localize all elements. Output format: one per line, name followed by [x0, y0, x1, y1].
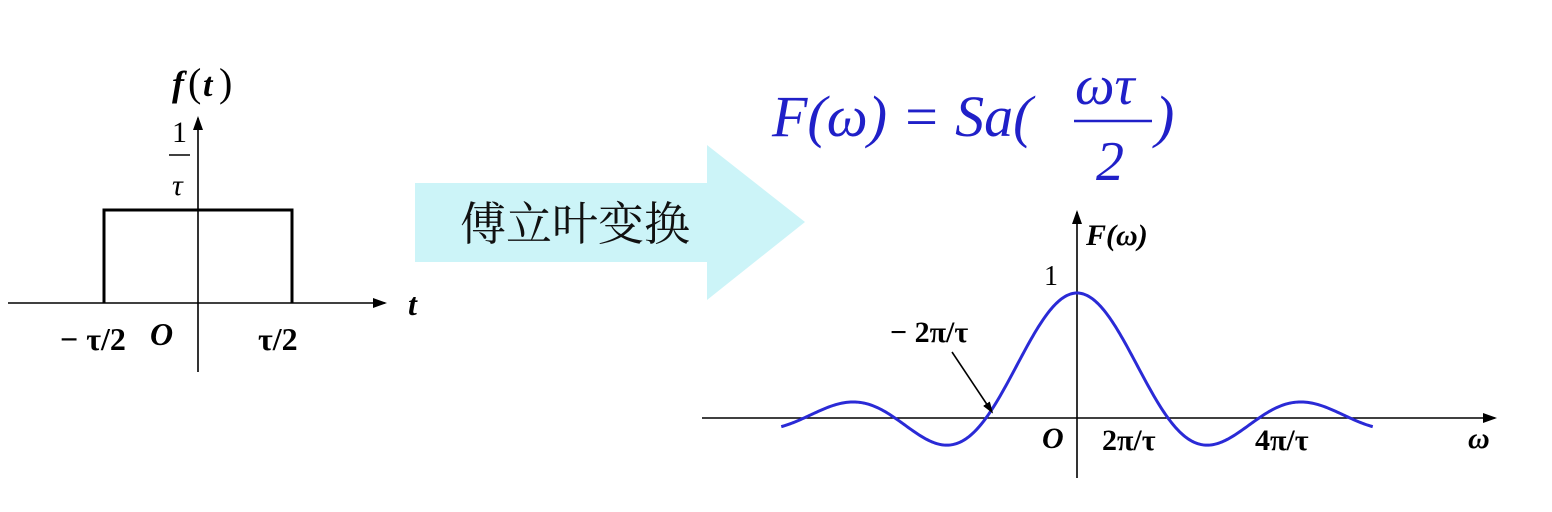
left-origin: O — [150, 316, 174, 352]
right-origin: O — [1042, 422, 1064, 455]
formula — [771, 55, 1174, 193]
left-pos-tick: τ/2 — [258, 321, 298, 357]
left-y-label-arg: t — [203, 67, 213, 104]
right-y-label: F(ω) — [1086, 219, 1148, 252]
annotation-neg-2pi: − 2π/τ — [890, 316, 969, 349]
formula-numerator: ωτ — [1075, 55, 1135, 117]
fourier-transform-arrow — [415, 145, 805, 300]
left-y-label-open-paren: ( — [188, 60, 202, 105]
formula-rhs: ) — [1155, 84, 1175, 149]
left-plot — [8, 60, 418, 372]
right-x-label: ω — [1468, 422, 1490, 455]
right-y-tick: 1 — [1044, 261, 1058, 292]
left-y-label-close-paren: ) — [219, 60, 233, 105]
tick-2pi-over-tau: 2π/τ — [1102, 424, 1156, 457]
formula-denominator: 2 — [1096, 131, 1124, 193]
left-x-label: t — [408, 286, 417, 322]
tick-4pi-over-tau: 4π/τ — [1255, 424, 1309, 457]
right-plot — [702, 212, 1495, 478]
left-y-tick-numerator: 1 — [172, 116, 187, 149]
arrow-label: 傅立叶变换 — [460, 197, 690, 251]
left-y-label-f: f — [172, 64, 184, 104]
formula-lhs: F(ω) = Sa( — [772, 84, 1033, 149]
left-y-tick-denominator: τ — [172, 169, 183, 202]
left-neg-tick: − τ/2 — [60, 321, 126, 357]
annotation-pointer-arrow — [952, 352, 992, 412]
